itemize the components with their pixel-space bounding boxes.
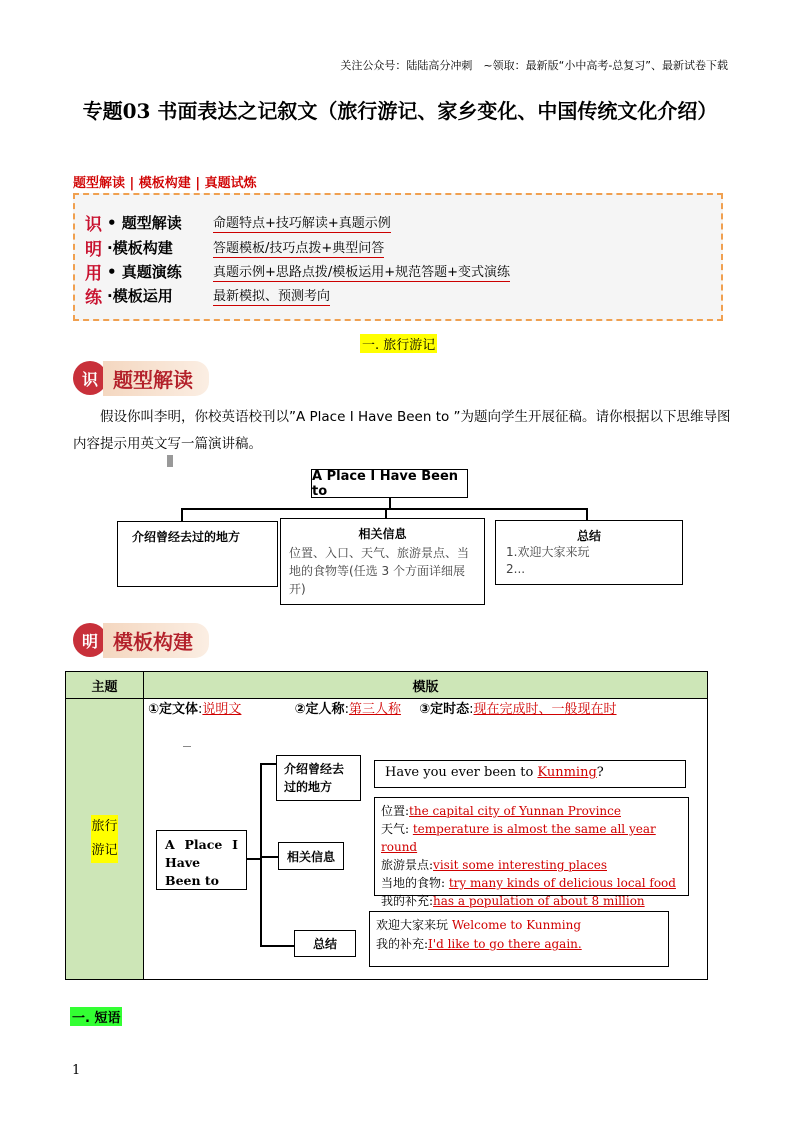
branch-intro-node: 介绍曾经去过的地方 (276, 755, 361, 801)
info-box (374, 797, 689, 908)
subtitle-nav: 题型解读 | 模板构建 | 真题试炼 (73, 176, 257, 191)
info-line (381, 820, 682, 856)
guide-row-4 (85, 282, 330, 308)
section-title: 一. 旅行游记 (360, 334, 437, 353)
writing-prompt: 假设你叫李明，你校英语校刊以”A Place I Have Been to ”为题向学生开展征稿。请你根据以下思维导图内容提示用英文写一篇演讲稿。 (73, 409, 731, 452)
info-value: temperature is almost the same all year round (381, 822, 656, 854)
topic-cell (66, 699, 144, 980)
mindmap-connector (385, 508, 387, 518)
summary-line (376, 935, 662, 954)
info-value: visit some interesting places (433, 858, 607, 872)
guide-desc: 真题示例+思路点拨/模板运用+规范答题+变式演练 (213, 261, 510, 282)
info-value: has a population of about 8 million (433, 894, 645, 908)
phrases-heading: 一. 短语 (70, 1007, 122, 1026)
banner-badge-icon: 识 (73, 361, 107, 395)
banner-question-type (73, 361, 209, 395)
mindmap-connector (586, 508, 588, 520)
setting-label: ②定人称 (294, 702, 345, 717)
guide-desc: 答题模板/技巧点拨+典型问答 (213, 237, 384, 258)
info-key: 旅游景点: (381, 858, 434, 872)
page-number: 1 (72, 1063, 81, 1078)
page-title: 专题03 书面表达之记叙文（旅行游记、家乡变化、中国传统文化介绍） (82, 99, 718, 123)
intro-end: ? (596, 765, 604, 780)
intro-text: Have you ever been to (385, 765, 538, 780)
branch-connector (260, 856, 278, 858)
summary-key: 欢迎大家来玩 (376, 918, 452, 932)
cursor-mark (167, 455, 173, 467)
guide-char: 识 (85, 214, 102, 235)
guide-row-3 (85, 258, 510, 284)
mindmap-right-item: 1.欢迎大家来玩 (506, 545, 590, 559)
branch-connector (260, 945, 294, 947)
summary-value: I'd like to go there again. (428, 937, 582, 951)
guide-box (73, 193, 723, 321)
guide-desc: 最新模拟、预测考向 (213, 285, 330, 306)
guide-label: ·模板运用 (107, 286, 173, 305)
info-line (381, 892, 682, 910)
mindmap-right-title: 总结 (576, 529, 601, 543)
center-node: A Place I Have Been to (156, 830, 247, 890)
table-header-template: 模版 (144, 672, 708, 699)
mindmap-middle-title: 相关信息 (358, 527, 407, 541)
table-header-topic: 主题 (66, 672, 144, 699)
setting-value: 说明文 (202, 702, 242, 717)
info-line (381, 874, 682, 892)
info-key: 天气: (381, 822, 413, 836)
info-line (381, 802, 682, 820)
setting-value: 现在完成时、一般现在时 (473, 702, 617, 717)
guide-desc: 命题特点+技巧解读+真题示例 (213, 212, 391, 233)
branch-connector (260, 763, 276, 765)
topic-line: 旅行 (91, 815, 117, 839)
setting-value: 第三人称 (348, 702, 401, 717)
info-key: 我的补充: (381, 894, 434, 908)
intro-place: Kunming (537, 765, 597, 780)
banner-text: 模板构建 (103, 623, 209, 658)
mindmap-right-item: 2... (506, 562, 526, 576)
setting-label: ①定文体 (148, 702, 199, 717)
banner-badge-icon: 明 (73, 623, 107, 657)
branch-info-node: 相关信息 (278, 842, 344, 870)
mindmap-middle-body: 位置、入口、天气、旅游景点、当地的食物等(任选 3 个方面详细展开) (289, 546, 470, 596)
guide-char: 练 (85, 287, 102, 308)
banner-text: 题型解读 (103, 361, 209, 396)
topic-line: 游记 (91, 839, 117, 863)
info-line (381, 856, 682, 874)
mindmap-middle-node (280, 518, 485, 605)
header-note: 关注公众号：陆陆高分冲刺 ~领取：最新版“小中高考-总复习”、最新试卷下载 (340, 59, 728, 72)
guide-label: • 真题演练 (107, 262, 182, 281)
summary-value: Welcome to Kunming (451, 918, 582, 932)
settings-line: ①定文体:说明文 ②定人称:第三人称 ③定时态:现在完成时、一般现在时 (148, 698, 617, 717)
guide-row-1 (85, 209, 391, 235)
mindmap-connector (181, 508, 183, 521)
guide-label: ·模板构建 (107, 238, 173, 257)
info-key: 当地的食物: (381, 876, 449, 890)
summary-key: 我的补充: (376, 937, 429, 951)
mindmap-connector (181, 508, 587, 510)
guide-row-2 (85, 234, 384, 260)
info-key: 位置: (381, 804, 410, 818)
intro-box (374, 760, 686, 788)
mindmap-left-node: 介绍曾经去过的地方 (117, 521, 278, 587)
mindmap-root: A Place I Have Been to (311, 469, 468, 498)
branch-summary-node: 总结 (294, 930, 356, 957)
guide-char: 明 (85, 239, 102, 260)
setting-label: ③定时态 (419, 702, 470, 717)
banner-template (73, 623, 209, 657)
branch-connector (247, 858, 261, 860)
summary-box (369, 911, 669, 967)
mindmap-right-node (495, 520, 683, 585)
summary-line (376, 916, 662, 935)
branch-connector (260, 763, 262, 946)
guide-label: • 题型解读 (107, 213, 182, 232)
mindmap-connector (389, 498, 391, 508)
info-value: try many kinds of delicious local food (448, 876, 676, 890)
dash-mark (183, 746, 191, 747)
info-value: the capital city of Yunnan Province (409, 804, 621, 818)
guide-char: 用 (85, 263, 102, 284)
